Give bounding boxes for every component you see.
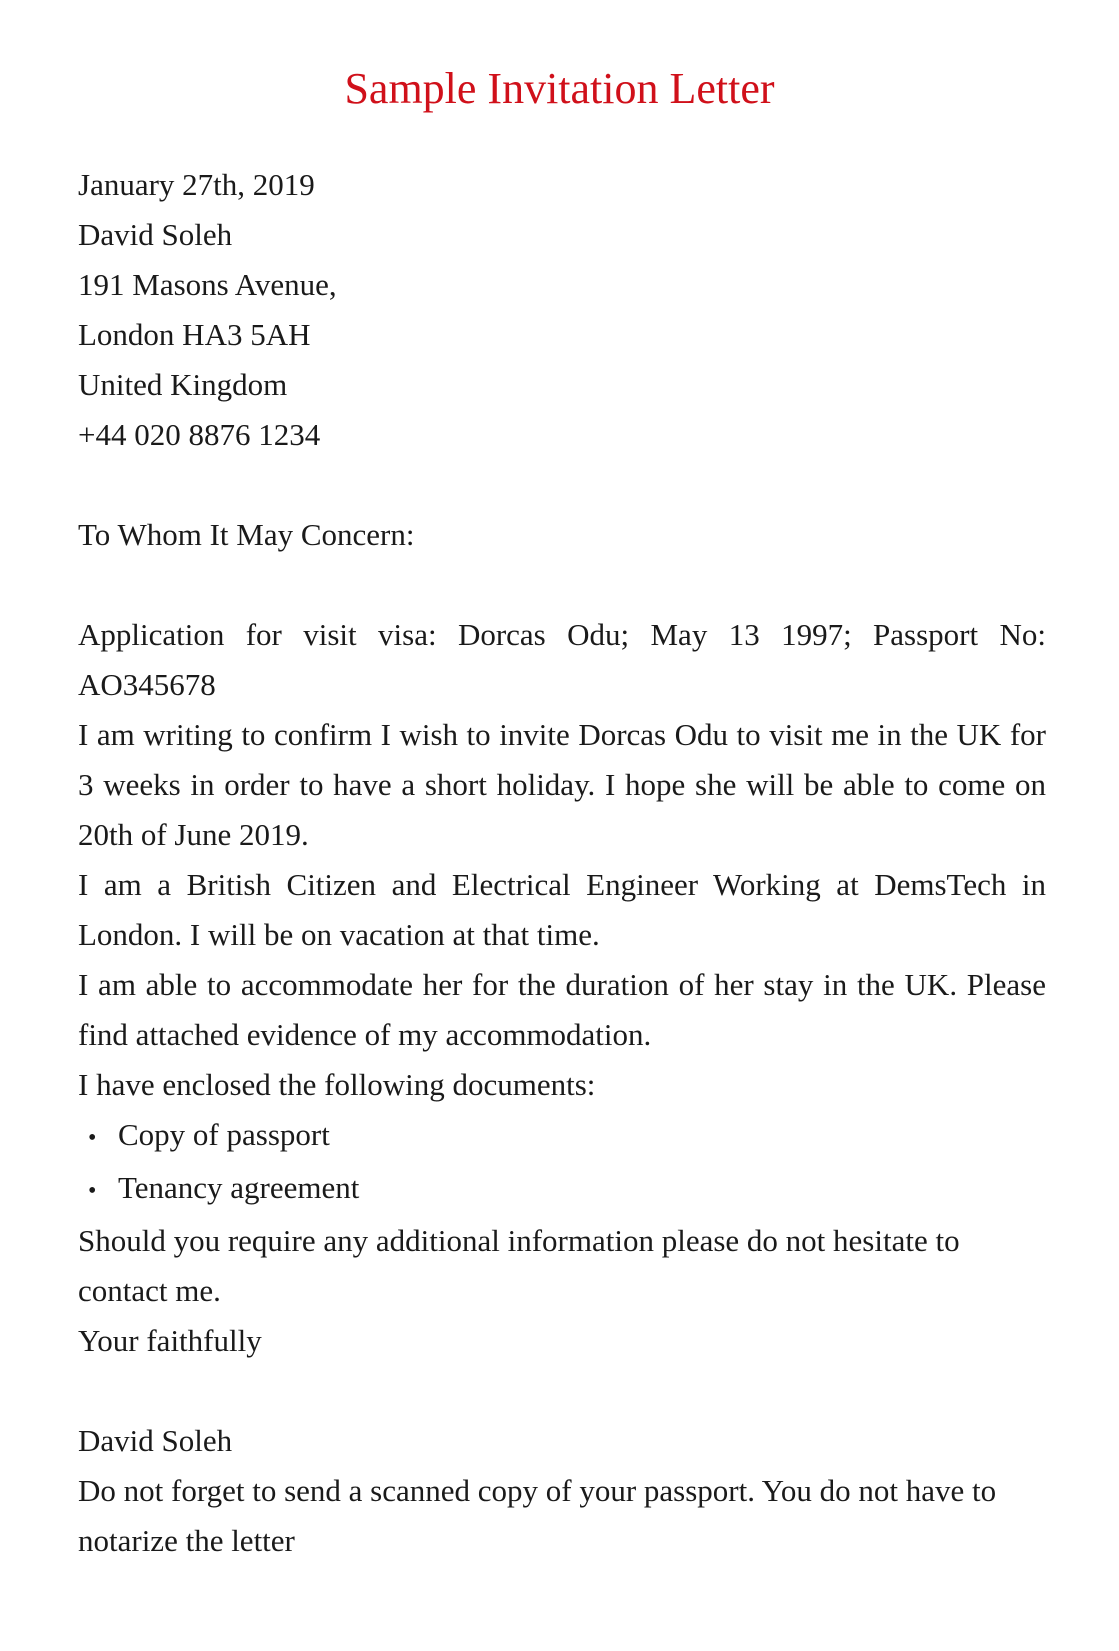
- spacer: [78, 460, 1046, 510]
- list-item-label: Copy of passport: [118, 1117, 330, 1152]
- sender-country: United Kingdom: [78, 367, 288, 402]
- letter-content: [78, 160, 1046, 1566]
- footnote: Do not forget to send a scanned copy of your passport. You do not have to notarize the letter: [78, 1473, 997, 1558]
- list-item: [88, 1110, 1046, 1163]
- body-paragraph-2: I am a British Citizen and Electrical Engineer Working at DemsTech in London. I will be on vacation at that time.: [78, 867, 1046, 952]
- bullet-icon: •: [88, 1125, 97, 1151]
- list-item-label: Tenancy agreement: [118, 1170, 360, 1205]
- sender-city: London HA3 5AH: [78, 317, 311, 352]
- documents-intro: I have enclosed the following documents:: [78, 1067, 596, 1102]
- body-paragraph-4: Should you require any additional information please do not hesitate to contact me.: [78, 1223, 960, 1308]
- letter-date: January 27th, 2019: [78, 167, 315, 202]
- sender-name: David Soleh: [78, 217, 233, 252]
- body-paragraph-3: I am able to accommodate her for the duration of her stay in the UK. Please find attached evidence of my accommodation.: [78, 967, 1046, 1052]
- letter-title: Sample Invitation Letter: [344, 64, 775, 113]
- subject-line: Application for visit visa: Dorcas Odu; May 13 1997; Passport No: AO345678: [78, 617, 1046, 702]
- signature: David Soleh: [78, 1423, 233, 1458]
- sender-phone: +44 020 8876 1234: [78, 417, 321, 452]
- sender-block: [78, 160, 1046, 460]
- bullet-icon: •: [88, 1178, 97, 1204]
- documents-list: [78, 1110, 1046, 1216]
- list-item: [88, 1163, 1046, 1216]
- body-paragraph-1: I am writing to confirm I wish to invite Dorcas Odu to visit me in the UK for 3 weeks in order to have a short holiday. I hope she will be able to come on 20th of June 2019.: [78, 717, 1046, 852]
- closing: Your faithfully: [78, 1323, 262, 1358]
- sender-street: 191 Masons Avenue,: [78, 267, 337, 302]
- salutation: To Whom It May Concern:: [78, 517, 415, 552]
- spacer: [78, 1366, 1046, 1416]
- spacer: [78, 560, 1046, 610]
